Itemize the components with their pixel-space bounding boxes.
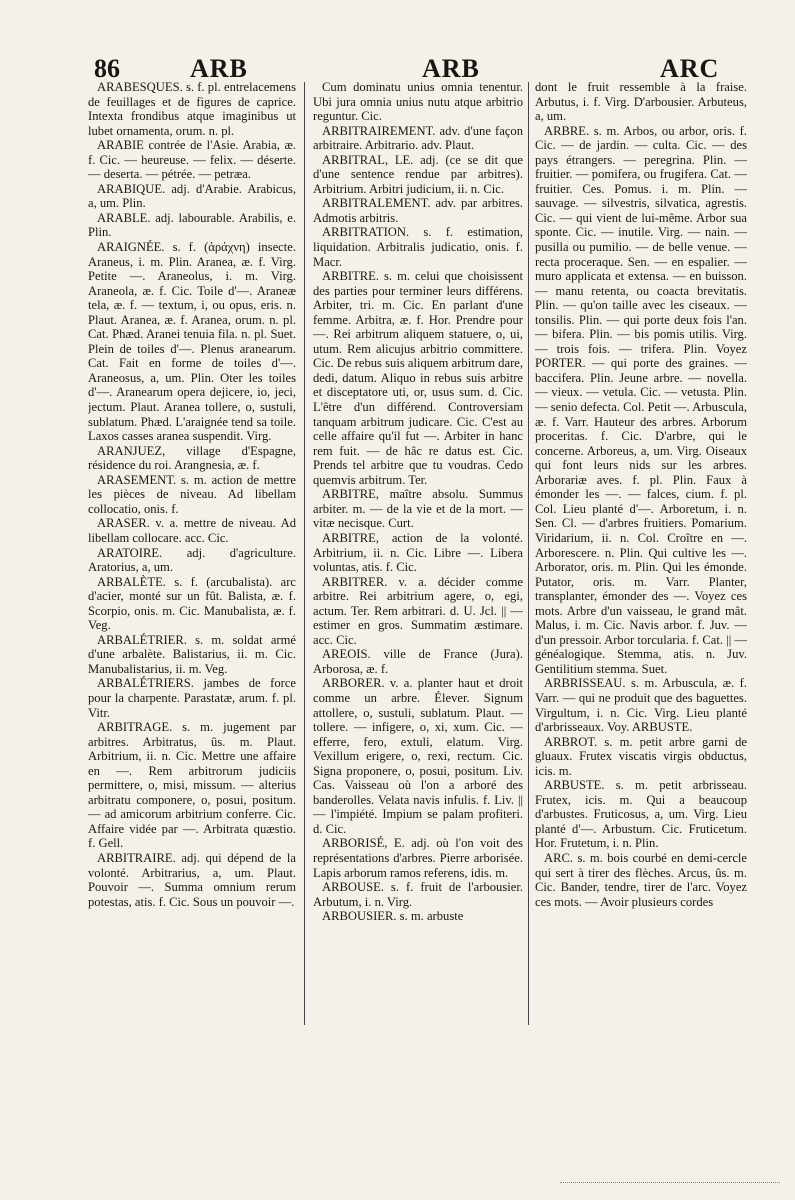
running-head-left: ARB <box>190 54 248 83</box>
dictionary-entry: ARBITRAIRE. adj. qui dépend de la volonté. Arbitrarius, a, um. Plaut. Pouvoir —. Summa omnium rerum potestas, atis. f. Cic. Sous un pouvoir —. <box>88 850 296 909</box>
dictionary-entry: ARBITRAGE. s. m. jugement par arbitres. Arbitratus, ûs. m. Plaut. Arbitrium, ii. n. Cic. Mettre une affaire en —. Rem arbitrorum judiciis permittere, o, misi, missum. — alterius arbitratu componere, o, posui, positum. — ad amicorum arbitrium conferre. Cic. Affaire vidée par —. Arbitrata quæstio. f. Gell. <box>88 720 296 851</box>
dictionary-entry: ARABIE contrée de l'Asie. Arabia, æ. f. Cic. — heureuse. — felix. — déserte. — deserta. — pétrée. — petræa. <box>88 138 296 182</box>
dictionary-entry: ARBRE. s. m. Arbos, ou arbor, oris. f. Cic. — de jardin. — culta. Cic. — des pays étrangers. — peregrina. Plin. — fruitier. — pomifera, ou frugifera. Cat. — fruitier. Ces. Pomus. i. m. Plin. — sauvage. — silvestris, silvatica, agrestis. Cic. — qui vient de lui-même. Arbor sua sponte. Cic. — inutile. Virg. — nain. — pusilla ou pumilio. — de belle venue. — recta proceraque. Sen. — en espalier. — muro applicata et extensa. — en buisson. — manu retenta, ou coacta brevitatis. Plin. — qu'on taille avec les ciseaux. — tonsilis. Plin. — qui porte deux fois l'an. — bifera. Plin. — bis pomis utilis. Virg. — trois fois. — trifera. Plin. Voyez PORTER. — qui porte des graines. — baccifera. Plin. Jeune arbre. — novella. — vieux. — vetula. Cic. — vetusta. Plin. — senio defecta. Col. Petit —. Arbuscula, æ. f. Varr. Hauteur des arbres. Arborum proceritas. f. Cic. D'arbre, qui le concerne. Arboreus, a, um. Virg. Oiseaux qui font leurs nids sur les arbres. Arborariæ aves. f. pl. Plin. Faux à émonder les —. — falces, cium. f. pl. Col. Lieu planté d'—. Arboretum, i. n. Sen. Cl. — d'arbres fruitiers. Pomarium. Viridarium, ii. n. Col. Croître en —. Arborescere. n. Plin. Qui cultive les —. Arborator, oris. m. Plin. Qui les émonde. Putator, oris. m. Varr. Planter, transplanter, émonder des —. Voyez ces mots. Arbre d'un vaisseau, le grand mât. Malus, i. m. Cic. Navis arbor. f. Juv. — d'un pressoir. Arbor torcularia. f. Cat. || — généalogique. Stemma, atis. n. Juv. Gentilitium stemma. Suet. <box>535 123 747 676</box>
dictionary-entry: ARBOUSIER. s. m. arbuste <box>322 909 464 924</box>
dictionary-entry: ARATOIRE. adj. d'agriculture. Aratorius, a, um. <box>88 545 296 575</box>
dictionary-column-1 <box>88 80 296 1025</box>
running-head-right: ARC <box>660 54 720 83</box>
dictionary-entry: ARBITRAL, LE. adj. (ce se dit que d'une sentence rendue par arbitres). Arbitrium. Arbitri judicium, ii. n. Cic. <box>313 152 523 196</box>
dictionary-entry: ARBITRE, maître absolu. Summus arbiter. m. — de la vie et de la mort. — vitæ necisque. Curt. <box>313 487 523 531</box>
dictionary-entry: ARBORISÉ, E. adj. où l'on voit des représentations d'arbres. Pierre arborisée. Lapis arborum ramos referens, idis. m. <box>313 836 523 880</box>
dictionary-entry: ARASER. v. a. mettre de niveau. Ad libellam collocare. acc. Cic. <box>88 516 296 545</box>
dictionary-entry: ARBORER. v. a. planter haut et droit comme un arbre. Élever. Signum attollere, o, sustuli, sublatum. Plaut. — tollere. — infigere, o, xi, xum. Cic. — efferre, fero, extuli, elatum. Virg. Vexillum erigere, o, rexi, rectum. Cic. Signa proponere, o, posui, positum. Liv. Cas. Vaisseau où l'on a arboré des banderolles. Velata navis infulis. f. Liv. || — l'impiété. Impium se palam profiteri. d. Cic. <box>313 676 523 836</box>
dictionary-entry: ARANJUEZ, village d'Espagne, résidence du roi. Arangnesia, æ. f. <box>88 443 296 473</box>
dictionary-entry: ARAIGNÉE. s. f. (ἀράχνη) insecte. Araneus, i. m. Plin. Aranea, æ. f. Virg. Petite —. Araneolus, i. m. Virg. Araneola, æ. f. Cic. Toile d'—. Araneæ tela, æ. f. — textum, i, ou opus, eris. n. Plaut. Aranea, æ. f. Aranea, orum. n. pl. Cat. Phæd. Aranei tenuia fila. n. pl. Suet. Plein de toiles d'—. Plenus aranearum. Cat. Fait en forme de toiles d'—. Araneosus, a, um. Plin. Oter les toiles d'—. Aranearum opera dejicere, io, jeci, jectum. Plaut. Aranea tollere, o, sustuli, sublatum. Phæd. L'araignée tend sa toile. Laxos casses aranea suspendit. Virg. <box>88 240 296 444</box>
column-rule <box>528 82 529 1025</box>
dictionary-entry: ARBITRAIREMENT. adv. d'une façon arbitraire. Arbitrario. adv. Plaut. <box>313 123 523 153</box>
dictionary-entry: ARABESQUES. s. f. pl. entrelacemens de feuillages et de figures de caprice. Intexta frondibus atque imaginibus ut lubet ornamenta, orum. n. pl. <box>88 80 296 138</box>
dictionary-entry: Cum dominatu unius omnia tenentur. Ubi jura omnia unius nutu atque arbitrio reguntur. Cic. <box>313 80 523 124</box>
dictionary-entry: ARASEMENT. s. m. action de mettre les pièces de niveau. Ad libellam collocatio, onis. f. <box>88 472 296 516</box>
running-head-center: ARB <box>422 54 480 83</box>
dictionary-entry: ARBITRALEMENT. adv. par arbitres. Admotis arbitris. <box>313 196 523 225</box>
dictionary-entry: ARBROT. s. m. petit arbre garni de gluaux. Frutex viscatis virgis obductus, icis. m. <box>535 734 747 778</box>
dictionary-entry: ARBALÉTRIERS. jambes de force pour la charpente. Parastatæ, arum. f. pl. Vitr. <box>88 676 296 720</box>
dictionary-entry: ARBALÉTRIER. s. m. soldat armé d'une arbalète. Balistarius, ii. m. Cic. Manubalistarius, ii. m. Veg. <box>88 632 296 676</box>
dictionary-entry: ARBOUSE. s. f. fruit de l'arbousier. Arbutum, i. n. Virg. <box>313 880 523 909</box>
dictionary-entry: ARBITRE, action de la volonté. Arbitrium, ii. n. Cic. Libre —. Libera voluntas, atis. f. Cic. <box>313 530 523 575</box>
dictionary-entry: ARBRISSEAU. s. m. Arbuscula, æ. f. Varr. — qui ne produit que des baguettes. Virgultum, i. n. Cic. Virg. Lieu planté d'arbrisseaux. Voy. ARBUSTE. <box>535 676 747 735</box>
dictionary-entry: ARBALÈTE. s. f. (arcubalista). arc d'acier, monté sur un fût. Balista, æ. f. Scorpio, onis. m. Cic. Manubalista, æ. f. Veg. <box>88 574 296 633</box>
running-header <box>88 52 748 82</box>
dictionary-entry: AREOIS. ville de France (Jura). Arborosa, æ. f. <box>313 647 523 676</box>
dictionary-entry: ARABIQUE. adj. d'Arabie. Arabicus, a, um. Plin. <box>88 181 296 211</box>
dictionary-column-2 <box>313 80 523 1025</box>
dictionary-entry: ARBITRATION. s. f. estimation, liquidation. Arbitralis judicatio, onis. f. Macr. <box>313 225 523 269</box>
footer-rule <box>560 1182 780 1184</box>
dictionary-entry: ARBUSTE. s. m. petit arbrisseau. Frutex, icis. m. Qui a beaucoup d'arbustes. Fruticosus, a, um. Virg. Lieu planté d'—. Arbustum. Cic. Fruticetum. Hor. Frutetum, i. n. Plin. <box>535 778 747 851</box>
dictionary-entry: dont le fruit ressemble à la fraise. Arbutus, i. f. Virg. D'arbousier. Arbuteus, a, um. <box>535 80 747 124</box>
column-rule <box>304 82 305 1025</box>
page-number: 86 <box>94 54 120 83</box>
dictionary-entry: ARC. s. m. bois courbé en demi-cercle qui sert à tirer des flèches. Arcus, ûs. m. Cic. Bander, tendre, tirer de l'arc. Voyez ces mots. — Avoir plusieurs cordes <box>535 850 747 909</box>
dictionary-entry: ARBITRER. v. a. décider comme arbitre. Rei arbitrium agere, o, egi, actum. Ter. Rem arbitrari. d. U. Jcl. || — estimer en gros. Summatim æstimare. acc. Cic. <box>313 574 523 647</box>
dictionary-entry: ARABLE. adj. labourable. Arabilis, e. Plin. <box>88 210 296 240</box>
dictionary-entry: ARBITRE. s. m. celui que choisissent des parties pour terminer leurs différens. Arbiter, tri. m. Cic. En parlant d'une femme. Arbitra, æ. f. Hor. Prendre pour —. Rei arbitrum aliquem statuere, o, ui, utum. Rem alicujus arbitrio committere. Cic. De rebus suis aliquem arbitrum dare, dedi, datum. Aliquo in rebus suis arbitre et disceptatore uti, or, usus sum. d. Cic. L'être d'un différend. Controversiam tanquam arbitrum judicare. Cic. C'est au celle affaire qu'il fut —. Arbiter in hanc rem fuit. — de hâc re datus est. Cic. Prends tel arbitre que tu voudras. Cedo quemvis arbitrum. Ter. <box>313 269 523 487</box>
dictionary-column-3 <box>535 80 747 1025</box>
